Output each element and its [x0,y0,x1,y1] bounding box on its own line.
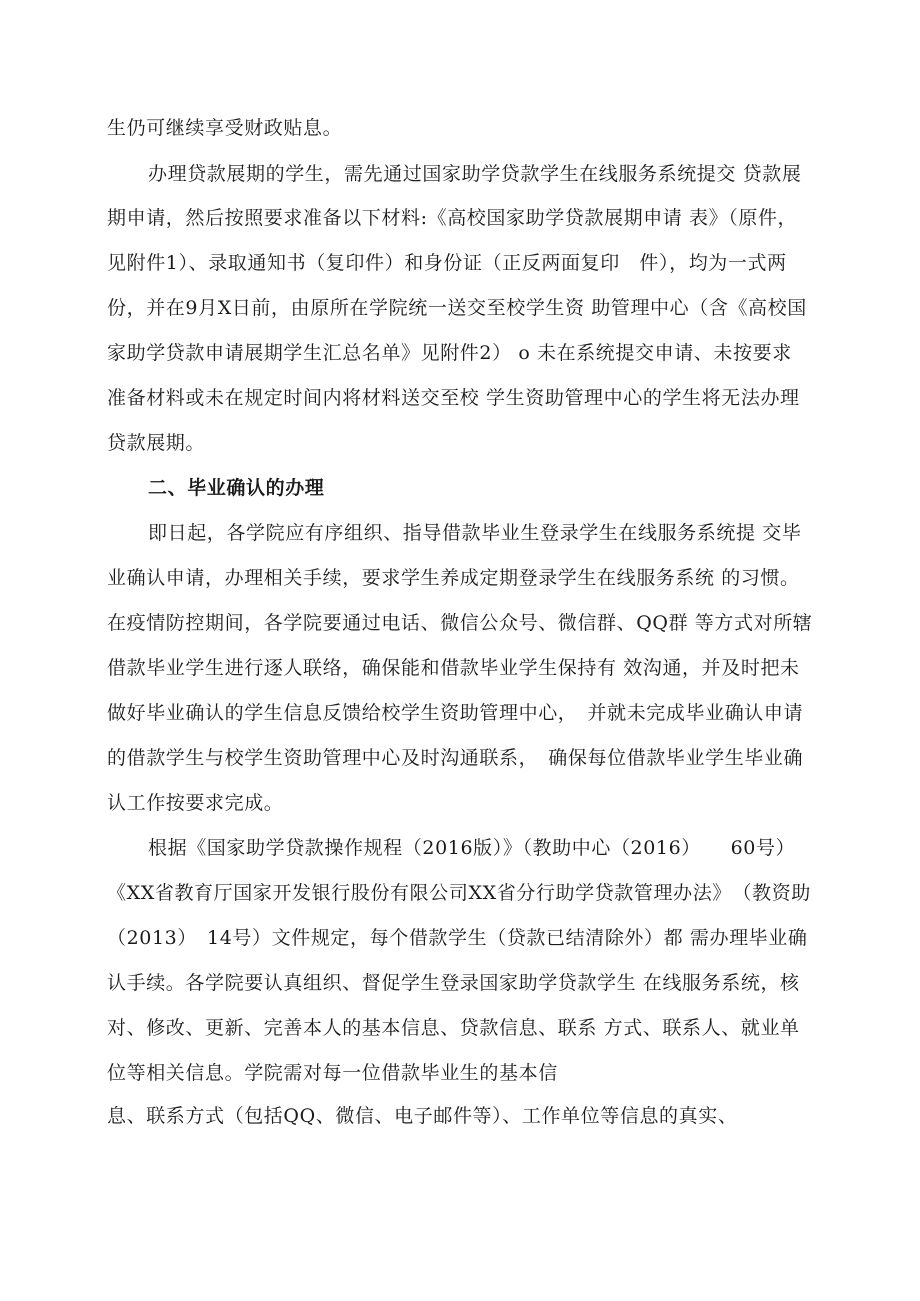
paragraph-line: 期申请，然后按照要求准备以下材料:《高校国家助学贷款展期申请 表》（原件， [107,207,798,229]
paragraph-line: 的借款学生与校学生资助管理中心及时沟通联系， 确保每位借款毕业学生毕业确 [107,747,804,769]
paragraph-line: 生仍可继续享受财政贴息。 [107,117,343,139]
paragraph-line: 家助学贷款申请展期学生汇总名单》见附件2） o 未在系统提交申请、未按要求 [107,342,792,364]
paragraph-line: 即日起，各学院应有序组织、指导借款毕业生登录学生在线服务系统提 交毕 [148,522,802,544]
paragraph-line: 根据《国家助学贷款操作规程（2016版）》（教助中心（2016） 60号） [148,837,796,859]
section-heading: 二、毕业确认的办理 [148,477,325,499]
paragraph-line: （2013） 14号）文件规定，每个借款学生（贷款已结清除外）都 需办理毕业确 [107,927,808,949]
paragraph-line: 做好毕业确认的学生信息反馈给校学生资助管理中心， 并就未完成毕业确认申请 [107,702,804,724]
paragraph-line: 《XX省教育厅国家开发银行股份有限公司XX省分行助学贷款管理办法》 （教资助 [107,882,811,904]
paragraph-line: 息、联系方式（包括QQ、微信、电子邮件等）、工作单位等信息的真实、 [107,1105,738,1127]
paragraph-line: 份，并在9月X日前，由原所在学院统一送交至校学生资 助管理中心（含《高校国 [107,297,807,319]
paragraph-line: 位等相关信息。学院需对每一位借款毕业生的基本信 [107,1062,558,1084]
paragraph-line: 认手续。各学院要认真组织、督促学生登录国家助学贷款学生 在线服务系统，核 [107,972,800,994]
paragraph-line: 在疫情防控期间，各学院要通过电话、微信公众号、微信群、QQ群 等方式对所辖 [107,612,813,634]
paragraph-line: 认工作按要求完成。 [107,792,284,814]
paragraph-line: 见附件1）、录取通知书（复印件）和身份证（正反两面复印 件），均为一式两 [107,252,787,274]
paragraph-line: 办理贷款展期的学生，需先通过国家助学贷款学生在线服务系统提交 贷款展 [148,163,802,185]
paragraph-line: 贷款展期。 [107,432,206,454]
paragraph-line: 准备材料或未在规定时间内将材料送交至校 学生资助管理中心的学生将无法办理 [107,387,800,409]
paragraph-line: 对、修改、更新、完善本人的基本信息、贷款信息、联系 方式、联系人、就业单 [107,1017,800,1039]
paragraph-line: 借款毕业学生进行逐人联络，确保能和借款毕业学生保持有 效沟通，并及时把未 [107,657,800,679]
paragraph-line: 业确认申请，办理相关手续，要求学生养成定期登录学生在线服务系统 的习惯。 [107,567,800,589]
